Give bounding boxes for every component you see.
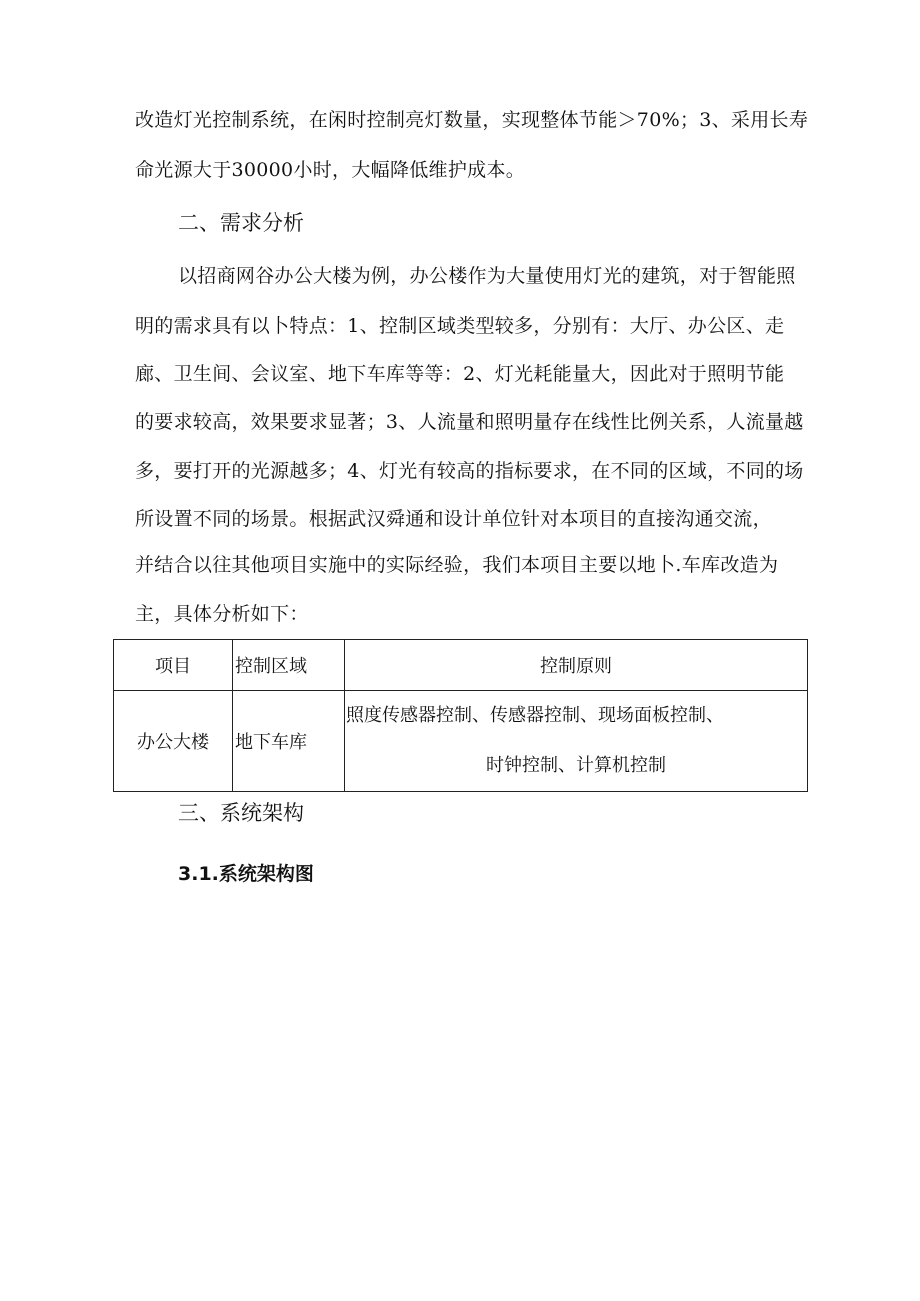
section-2-line-2: 明的需求具有以卜特点：1、控制区域类型较多，分别有：大厅、办公区、走 bbox=[135, 315, 785, 337]
header-principle: 控制原则 bbox=[345, 640, 808, 691]
section-2-line-8: 主，具体分析如下： bbox=[135, 603, 309, 625]
cell-area: 地下车库 bbox=[233, 691, 345, 792]
section-2-line-3: 廊、卫生间、会议室、地下车库等等：2、灯光耗能量大，因此对于照明节能 bbox=[135, 363, 785, 385]
control-principle-table bbox=[113, 639, 808, 792]
cell-principle-line-1: 照度传感器控制、传感器控制、现场面板控制、 bbox=[346, 705, 724, 726]
header-item: 项目 bbox=[114, 640, 233, 691]
intro-line-2: 命光源大于30000小时，大幅降低维护成本。 bbox=[135, 159, 526, 181]
cell-principle-line-2: 时钟控制、计算机控制 bbox=[486, 755, 666, 776]
header-area: 控制区域 bbox=[233, 640, 345, 691]
table-row bbox=[114, 691, 808, 792]
section-2-line-1: 以招商网谷办公大楼为例，办公楼作为大量使用灯光的建筑，对于智能照 bbox=[178, 265, 796, 287]
cell-item: 办公大楼 bbox=[114, 691, 233, 792]
table-header-row bbox=[114, 640, 808, 691]
section-2-line-6: 所设置不同的场景。根据武汉舜通和设计单位针对本项目的直接沟通交流， bbox=[135, 508, 772, 530]
section-2-line-7: 并结合以往其他项目实施中的实际经验，我们本项目主要以地卜.车库改造为 bbox=[135, 554, 779, 576]
intro-line-1: 改造灯光控制系统，在闲时控制亮灯数量，实现整体节能＞70%；3、采用长寿 bbox=[135, 109, 809, 131]
section-2-line-5: 多，要打开的光源越多；4、灯光有较高的指标要求，在不同的区域，不同的场 bbox=[135, 460, 804, 482]
section-3-heading: 三、系统架构 bbox=[178, 801, 304, 825]
section-2-heading: 二、需求分析 bbox=[178, 211, 304, 235]
section-2-line-4: 的要求较高，效果要求显著；3、人流量和照明量存在线性比例关系，人流量越 bbox=[135, 411, 804, 433]
section-3-1-heading: 3.1.系统架构图 bbox=[178, 863, 314, 885]
cell-principle bbox=[345, 691, 808, 792]
